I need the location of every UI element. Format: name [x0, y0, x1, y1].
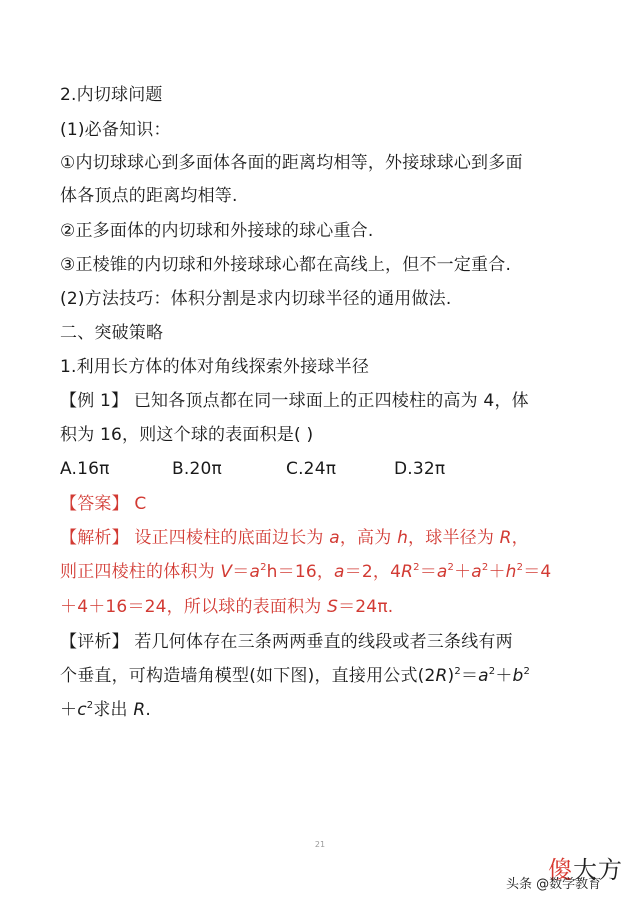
knowledge-item-1-cont: 体各顶点的距离均相等. — [60, 186, 238, 206]
analysis-line2: 则正四棱柱的体积为 $V=a^2h=16$，a＝2，$4R^2=a^2+a^2+h^2=4$ — [60, 562, 552, 582]
essential-knowledge-heading: (1)必备知识： — [60, 120, 171, 140]
comment-line2: 个垂直，可构造墙角模型(如下图)，直接用公式$(2R)^2=a^2+b^2$ — [60, 666, 531, 686]
answer-line: 【答案】 C — [60, 494, 147, 514]
watermark-account: 头条 @数学教育 — [506, 877, 602, 892]
example-question-line1: 【例 1】 已知各顶点都在同一球面上的正四棱柱的高为 4，体 — [60, 391, 529, 411]
comment-line1: 【评析】 若几何体存在三条两两垂直的线段或者三条线有两 — [60, 632, 513, 652]
analysis-line1: 【解析】 设正四棱柱的底面边长为 a，高为 h，球半径为 R， — [60, 528, 529, 548]
analysis-line3: ＋4＋16＝24，所以球的表面积为 S＝24π. — [60, 597, 394, 617]
option-d: D.32π — [394, 459, 446, 479]
knowledge-item-1: ①内切球球心到多面体各面的距离均相等，外接球球心到多面 — [60, 153, 523, 173]
answer-options — [60, 458, 580, 480]
page-number: 21 — [314, 840, 326, 849]
comment-line3: $+c^2$求出 R. — [60, 700, 151, 720]
option-c: C.24π — [286, 459, 337, 479]
option-b: B.20π — [172, 459, 222, 479]
option-a: A.16π — [60, 459, 110, 479]
example-question-line2: 积为 16，则这个球的表面积是( ) — [60, 425, 314, 445]
strategy-heading: 二、突破策略 — [60, 323, 164, 343]
method-tip: (2)方法技巧：体积分割是求内切球半径的通用做法. — [60, 289, 452, 309]
strategy-1-title: 1.利用长方体的体对角线探索外接球半径 — [60, 357, 370, 377]
section-heading-inscribed-sphere: 2.内切球问题 — [60, 85, 163, 105]
watermark-logo: 傻大方 — [548, 856, 623, 884]
knowledge-item-3: ③正棱锥的内切球和外接球球心都在高线上，但不一定重合. — [60, 255, 512, 275]
knowledge-item-2: ②正多面体的内切球和外接球的球心重合. — [60, 221, 374, 241]
